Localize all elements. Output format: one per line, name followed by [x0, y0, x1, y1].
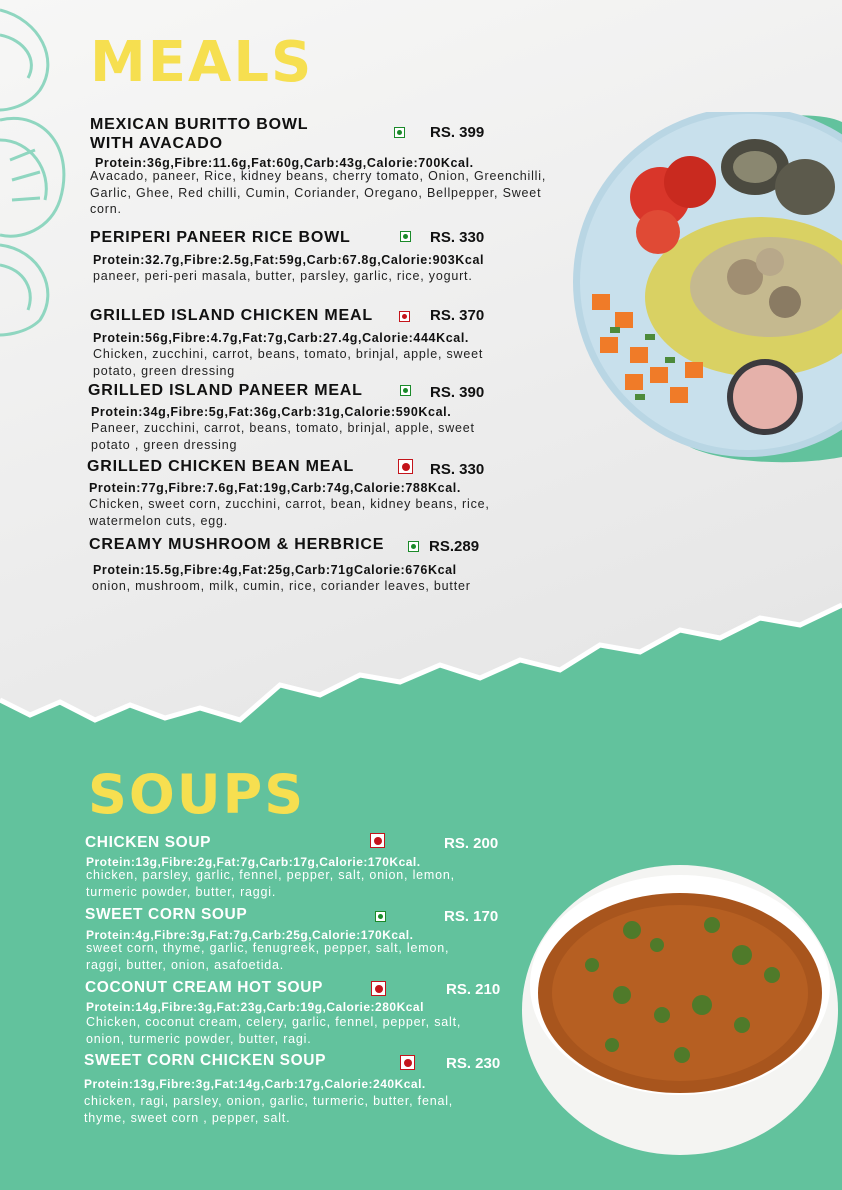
meal-macros: Protein:15.5g,Fibre:4g,Fat:25g,Carb:71gCalorie:676Kcal: [93, 563, 457, 577]
meal-bowl-image: [570, 112, 842, 467]
meal-ingredients: paneer, peri-peri masala, butter, parsley, garlic, rice, yogurt.: [93, 269, 473, 283]
veg-indicator-icon: [408, 541, 419, 552]
veg-indicator-icon: [375, 911, 386, 922]
soups-title: SOUPS: [88, 763, 306, 826]
soup-macros: Protein:13g,Fibre:2g,Fat:7g,Carb:17g,Calorie:170Kcal.: [86, 855, 421, 869]
meal-macros: Protein:56g,Fibre:4.7g,Fat:7g,Carb:27.4g,Calorie:444Kcal.: [93, 331, 469, 345]
veg-indicator-icon: [400, 231, 411, 242]
soup-ingredients: sweet corn, thyme, garlic, fenugreek, pepper, salt, lemon, raggi, butter, onion, asafoetida.: [86, 941, 450, 972]
meal-macros: Protein:34g,Fibre:5g,Fat:36g,Carb:31g,Calorie:590Kcal.: [91, 405, 452, 419]
meal-ingredients: Avacado, paneer, Rice, kidney beans, cherry tomato, Onion, Greenchilli, Garlic, Ghee, Red chilli, Cumin, Coriander, Oregano, Bellpepper, Sweet corn.: [90, 169, 547, 216]
meal-price: RS. 390: [430, 384, 485, 401]
meal-price: RS.289: [429, 538, 480, 555]
soup-macros: Protein:14g,Fibre:3g,Fat:23g,Carb:19g,Calorie:280Kcal: [86, 1000, 424, 1014]
meal-name: GRILLED CHICKEN BEAN MEAL: [87, 458, 355, 475]
meal-name: PERIPERI PANEER RICE BOWL: [90, 229, 351, 246]
soup-ingredients: chicken, parsley, garlic, fennel, pepper, salt, onion, lemon, turmeric powder, butter, raggi.: [86, 868, 455, 899]
meal-name: GRILLED ISLAND CHICKEN MEAL: [90, 307, 373, 324]
meal-name: CREAMY MUSHROOM & HERBRICE: [89, 536, 385, 553]
meals-title: MEALS: [90, 30, 314, 95]
non-veg-indicator-icon: [370, 833, 385, 848]
non-veg-indicator-icon: [399, 311, 410, 322]
soup-ingredients: Chicken, coconut cream, celery, garlic, fennel, pepper, salt, onion, turmeric powder, butter, ragi.: [86, 1015, 462, 1046]
torn-paper-edge: [0, 590, 842, 740]
meal-macros: Protein:36g,Fibre:11.6g,Fat:60g,Carb:43g,Calorie:700Kcal.: [95, 156, 474, 170]
veg-indicator-icon: [400, 385, 411, 396]
meal-ingredients: Chicken, sweet corn, zucchini, carrot, bean, kidney beans, rice, watermelon cuts, egg.: [89, 497, 490, 528]
meal-price: RS. 370: [430, 307, 485, 324]
soup-price: RS. 170: [444, 908, 499, 925]
soup-ingredients: chicken, ragi, parsley, onion, garlic, turmeric, butter, fenal, thyme, sweet corn , pepper, salt.: [84, 1094, 454, 1125]
soup-macros: Protein:4g,Fibre:3g,Fat:7g,Carb:25g,Calorie:170Kcal.: [86, 928, 414, 942]
meal-ingredients: Chicken, zucchini, carrot, beans, tomato, brinjal, apple, sweet potato, green dressing: [93, 347, 484, 378]
soup-name: COCONUT CREAM HOT SOUP: [85, 979, 323, 996]
meal-price: RS. 399: [430, 124, 485, 141]
non-veg-indicator-icon: [400, 1055, 415, 1070]
soup-price: RS. 210: [446, 981, 501, 998]
meal-price: RS. 330: [430, 461, 485, 478]
meal-ingredients: Paneer, zucchini, carrot, beans, tomato, brinjal, apple, sweet potato , green dressing: [91, 421, 475, 452]
meal-macros: Protein:77g,Fibre:7.6g,Fat:19g,Carb:74g,Calorie:788Kcal.: [89, 481, 461, 495]
meal-name-line2: WITH AVACADO: [90, 135, 223, 152]
soup-price: RS. 230: [446, 1055, 501, 1072]
non-veg-indicator-icon: [398, 459, 413, 474]
meal-macros: Protein:32.7g,Fibre:2.5g,Fat:59g,Carb:67.8g,Calorie:903Kcal: [93, 253, 485, 267]
veg-indicator-icon: [394, 127, 405, 138]
non-veg-indicator-icon: [371, 981, 386, 996]
soup-name: CHICKEN SOUP: [85, 834, 212, 851]
soup-bowl-image: [512, 855, 842, 1165]
soup-name: SWEET CORN SOUP: [85, 906, 248, 923]
mushroom-illustration-icon: [0, 0, 80, 340]
soup-price: RS. 200: [444, 835, 499, 852]
meal-name: MEXICAN BURITTO BOWL: [90, 116, 309, 133]
soup-name: SWEET CORN CHICKEN SOUP: [84, 1052, 327, 1069]
soup-macros: Protein:13g,Fibre:3g,Fat:14g,Carb:17g,Calorie:240Kcal.: [84, 1077, 426, 1091]
meal-name: GRILLED ISLAND PANEER MEAL: [88, 382, 363, 399]
meal-ingredients: onion, mushroom, milk, cumin, rice, coriander leaves, butter: [92, 579, 471, 593]
meal-price: RS. 330: [430, 229, 485, 246]
